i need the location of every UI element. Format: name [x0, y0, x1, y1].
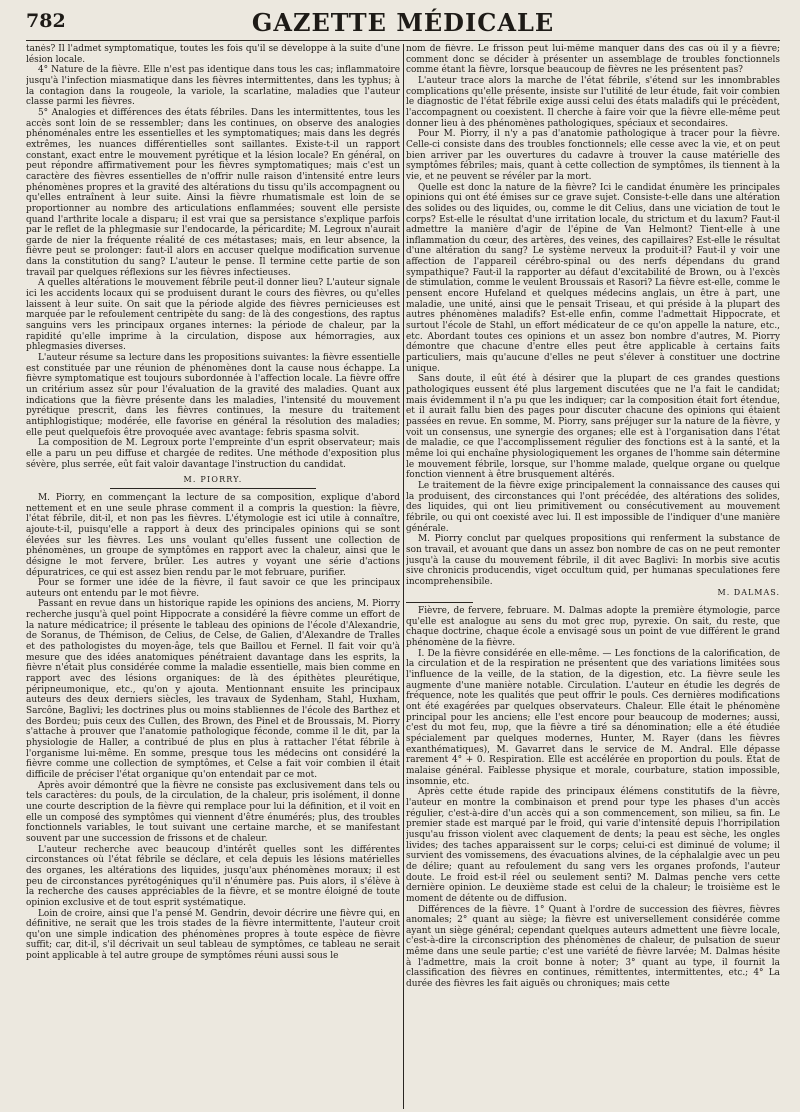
page-header: [26, 0, 780, 41]
paragraph: I. De la fièvre considérée en elle-même. — Les fonctions de la calorification, de la circulation et de la respiration ne présentent que des variations limitées sous l'influence de la veille, de la station, de la digestion, etc. La fièvre seule les augmente d'une manière notable. Circulation. L'auteur en étudie les degrés de fréquence, note les qualités que peut offrir le pouls. Ces dernières modifications ont été exagérées par quelques observateurs. Chaleur. Elle était le phénomène principal pour les anciens; elle l'est encore pour beaucoup de modernes; aussi, c'est du mot feu, πυρ, que la fièvre a tiré sa dénomination; elle a été étudiée spécialement par quelques modernes, Hunter, M. Rayer (dans les fièvres exanthématiques), M. Gavarret dans le service de M. Andral. Elle dépasse rarement 4° + 0. Respiration. Elle est accélérée en proportion du pouls. État de malaise général. Faiblesse physique et morale, courbature, station impossible, insomnie, etc.: [406, 648, 780, 787]
article-columns: [26, 44, 780, 1109]
paragraph: Passant en revue dans un historique rapide les opinions des anciens, M. Piorry recherche jusqu'à quel point Hippocrate a considéré la fièvre comme un effort de la nature médicatrice; il présente le tableau des opinions de l'école d'Alexandrie, de Soranus, de Thémison, de Celius, de Celse, de Galien, d'Alexandre de Tralles et des pathologistes du moyen-âge, tels que Baillou et Fernel. Il fait voir qu'à mesure que des idées anatomiques pénétraient davantage dans les esprits, la fièvre n'était plus considérée comme la maladie essentielle, mais bien comme en rapport avec des lésions organiques: de là des épithètes pleurétique, péripneumonique, etc., qu'on y ajouta. Mentionnant ensuite les principaux auteurs des deux derniers siècles, les travaux de Sydenham, Stahl, Huxham, Sarcône, Baglivi; les doctrines plus ou moins stabliennes de l'école des Barthez et des Bordeu; puis ceux des Cullen, des Brown, des Pinel et de Broussais, M. Piorry s'attache à prouver que l'anatomie pathologique féconde, comme il le dit, par la physiologie de Haller, a contribué de plus en plus à rattacher l'état fébrile à l'organisme lui-même. En somme, presque tous les médecins ont considéré la fièvre comme une collection de symptômes, et Celse a fait voir combien il était difficile de préciser l'état organique qu'on entendait par ce mot.: [26, 599, 400, 780]
paragraph: 5° Analogies et différences des états fébriles. Dans les intermittentes, tous les accès sont loin de se ressembler; dans les continues, on observe des analogies phénoménales entre les essentielles et les symptomatiques; mais dans les degrés extrêmes, les nuances différentielles sont saillantes. Existe-t-il un rapport constant, exact entre le mouvement pyrétique et la lésion locale? En général, on peut répondre affirmativement pour les fièvres symptomatiques; mais c'est un caractère des fièvres essentielles de n'offrir nulle raison d'intensité entre leurs phénomènes propres et la gravité des altérations du tissu qu'ils accompagnent ou qu'elles entraînent à leur suite. Ainsi la fièvre rhumatismale est loin de se proportionner au nombre des articulations enflammées; souvent elle persiste quand l'arthrite locale a disparu; il est vrai que sa persistance s'explique parfois par le reflet de la phlegmasie sur l'endocarde, la péricardite; M. Legroux n'aurait garde de nier la fréquente réalité de ces métastases; mais, en leur absence, la fièvre peut se prolonger: faut-il alors en accuser quelque modification survenue dans la constitution du sang? L'auteur le pense. Il termine cette partie de son travail par quelques réflexions sur les fièvres infectieuses.: [26, 107, 400, 278]
section-heading: M. PIORRY.: [183, 475, 243, 485]
paragraph: Quelle est donc la nature de la fièvre? Ici le candidat énumère les principales opinions qui ont été émises sur ce grave sujet. Consiste-t-elle dans une altération des solides ou des liquides, ou, comme le dit Celius, dans une viciation de tout le corps? Est-elle le résultat d'une irritation locale, du strictum et du laxum? Faut-il admettre la manière d'agir de l'épine de Van Helmont? Tient-elle à une inflammation du cœur, des artères, des veines, des capillaires? Est-elle le résultat d'une altération du sang? Le système nerveux la produit-il? Faut-il y voir une affection de l'appareil cérébro-spinal ou des nerfs dépendans du grand sympathique? Faut-il la rapporter au défaut d'excitabilité de Brown, ou à l'excès de stimulation, comme le veulent Broussais et Rasori? La fièvre est-elle, comme le pensent encore Hufeland et quelques médecins anglais, un être à part, une maladie, une unité, ainsi que le pensait Triseau, et qui préside à la plupart des autres phénomènes maladifs? Est-elle enfin, comme l'admettait Hippocrate, et surtout l'école de Stahl, un effort médicateur de ce qu'on appelle la nature, etc., etc. Abordant toutes ces opinions et un assez bon nombre d'autres, M. Piorry démontre que chacune d'entre elles peut être applicable à certains faits particuliers, mais qu'aucune d'elles ne peut s'élever à constituer une doctrine unique.: [406, 182, 780, 374]
journal-title: GAZETTE MÉDICALE: [251, 8, 555, 37]
paragraph: nom de fièvre. Le frisson peut lui-même manquer dans des cas où il y a fièvre; comment donc se décider à présenter un assemblage de troubles fonctionnels comme étant la fièvre, lorsque beaucoup de fièvres ne les présentent pas?: [406, 44, 780, 76]
paragraph: tanés? Il l'admet symptomatique, toutes les fois qu'il se développe à la suite d'une lésion locale.: [26, 44, 400, 65]
paragraph: Loin de croire, ainsi que l'a pensé M. Gendrin, devoir décrire une fièvre qui, en définitive, ne serait que les trois stades de la fièvre intermittente, l'auteur croit qu'on une simple indication des phénomènes propres à toute espèce de fièvre suffit; car, dit-il, s'il décrivait un seul tableau de symptômes, ce tableau ne serait point applicable à tel autre groupe de symptômes réuni aussi sous le: [26, 908, 400, 962]
paragraph: La composition de M. Legroux porte l'empreinte d'un esprit observateur; mais elle a paru un peu diffuse et chargée de redites. Une méthode d'exposition plus sévère, plus serrée, eût fait valoir davantage l'instruction du candidat.: [26, 438, 400, 470]
paragraph: L'auteur recherche avec beaucoup d'intérêt quelles sont les différentes circonstances où l'état fébrile se déclare, et cela depuis les lésions matérielles des organes, les altérations des liquides, jusqu'aux phénomènes moraux; il est peu de circonstances pyrétogéniques qu'il n'énumère pas. Puis alors, il s'élève à la recherche des causes appréciables de la fièvre, et se montre éloigné de toute opinion exclusive et de tout esprit systématique.: [26, 844, 400, 908]
paragraph: M. Piorry conclut par quelques propositions qui renferment la substance de son travail, et avouant que dans un assez bon nombre de cas on ne peut remonter jusqu'à la cause du mouvement fébrile, il dit avec Baglivi: In morbis sive acutis sive chronicis producendis, viget occultum quid, per humanas speculationes fere incomprehensibile.: [406, 534, 780, 587]
author-signature: M. DALMAS.: [717, 588, 780, 598]
paragraph: L'auteur résume sa lecture dans les propositions suivantes: la fièvre essentielle est constituée par une réunion de phénomènes dont la cause nous échappe. La fièvre symptomatique est toujours subordonnée à l'affection locale. La fièvre offre un critérium assez sûr pour l'évaluation de la gravité des maladies. Quant aux indications que la fièvre présente dans les maladies, l'intensité du mouvement pyrétique prescrit, dans les fièvres continues, la mesure du traitement antiphlogistique; modérée, elle favorise en général la résolution des maladies; elle peut quelquefois être provoquée avec avantage: febris spasma solvit.: [26, 353, 400, 438]
paragraph: Après cette étude rapide des principaux élémens constitutifs de la fièvre, l'auteur en montre la combinaison et prend pour type les phases d'un accès régulier, c'est-à-dire d'un accès qui a son commencement, son milieu, sa fin. Le premier stade est marqué par le froid, qui varie d'intensité depuis l'horripilation jusqu'au frisson violent avec claquement de dents; la peau est sèche, les ongles livides; des taches apparaissent sur le corps; celui-ci est diminué de volume; il survient des vomissemens, des évacuations alvines, de la céphalalgie avec un peu de délire; quant au refoulement du sang vers les organes profonds, l'auteur doute. Le froid est-il réel ou seulement senti? M. Dalmas penche vers cette dernière opinion. Le deuxième stade est celui de la chaleur; le troisième est le moment de détente ou de diffusion.: [406, 787, 780, 904]
paragraph: Différences de la fièvre. 1° Quant à l'ordre de succession des fièvres, fièvres anomales; 2° quant au siège; la fièvre est universellement considérée comme ayant un siège général; cependant quelques auteurs admettent une fièvre locale, c'est-à-dire la circonscription des phénomènes de chaleur, de pulsation de sueur même dans une seule partie; c'est une variété de fièvre larvée; M. Dalmas hésite à l'admettre, mais la croit bonne à noter; 3° quant au type, il fournit la classification des fièvres en continues, rémittentes, intermittentes, etc.; 4° La durée des fièvres les fait aiguës ou chroniques; mais cette: [406, 904, 780, 990]
left-column: [26, 44, 400, 1109]
paragraph: Le traitement de la fièvre exige principalement la connaissance des causes qui la produisent, des circonstances qui l'ont précédée, des altérations des solides, des liquides, qui ont lieu primitivement ou consécutivement au mouvement fébrile, ou qui ont coexisté avec lui. Il est impossible de l'indiquer d'une manière générale.: [406, 480, 780, 534]
right-column: [406, 44, 780, 1109]
paragraph: Sans doute, il eût été à désirer que la plupart de ces grandes questions pathologiques eussent été plus largement discutées que ne l'a fait le candidat; mais évidemment il n'a pu que les indiquer; car la composition était fort étendue, et il aurait fallu bien des pages pour discuter chacune des opinions qui étaient passées en revue. En somme, M. Piorry, sans préjuger sur la nature de la fièvre, y voit un consensus, une synergie des organes; elle est à l'organisation dans l'état de maladie, ce que l'accomplissement régulier des fonctions est à la santé, et la même loi qui enchaîne physiologiquement les organes de l'homme sain détermine le mouvement fébrile, lorsque, sur l'homme malade, quelque organe ou quelque fonction viennent à être brusquement altérés.: [406, 374, 780, 481]
paragraph: Fièvre, de fervere, februare. M. Dalmas adopte la première étymologie, parce qu'elle est analogue au sens du mot grec πυρ, pyrexie. On sait, du reste, que chaque doctrine, chaque école a envisagé sous un point de vue différent le grand phénomène de la fièvre.: [406, 606, 780, 649]
paragraph: Pour se former une idée de la fièvre, il faut savoir ce que les principaux auteurs ont entendu par le mot fièvre.: [26, 578, 400, 599]
paragraph: Après avoir démontré que la fièvre ne consiste pas exclusivement dans tels ou tels caractères: du pouls, de la circulation, de la chaleur, pris isolément, il donne une courte description de la fièvre qui remplace pour lui la définition, et il voit en elle un composé des symptômes qui viennent d'être énumérés; plus, des troubles fonctionnels variables, le tout suivant une certaine marche, et se manifestant souvent par une succession de frissons et de chaleur.: [26, 780, 400, 844]
paragraph: Pour M. Piorry, il n'y a pas d'anatomie pathologique à tracer pour la fièvre. Celle-ci consiste dans des troubles fonctionnels; elle cesse avec la vie, et on peut bien arriver par les ouvertures du cadavre à trouver la cause matérielle des symptômes fébriles; mais, quant à cette collection de symptômes, ils tiennent à la vie, et ne peuvent se révéler par la mort.: [406, 129, 780, 182]
column-divider: [403, 44, 404, 1109]
paragraph: M. Piorry, en commençant la lecture de sa composition, explique d'abord nettement et en une seule phrase comment il a compris la question: la fièvre, l'état fébrile, dit-il, et non pas les fièvres. L'étymologie est ici utile à connaître, ajoute-t-il, puisqu'elle a rapport à deux des principales opinions qui se sont élevées sur les fièvres. Les uns voulant qu'elles fussent une collection de phénomènes, un groupe de symptômes en rapport avec la chaleur, ainsi que le désigne le mot fervere, brûler. Les autres y voyant une série d'actions dépuratrices, ce qui est assez bien rendu par le mot februare, purifier.: [26, 492, 400, 578]
paragraph: L'auteur trace alors la marche de l'état fébrile, s'étend sur les innombrables complications qu'elle présente, insiste sur l'utilité de leur étude, fait voir combien le diagnostic de l'état fébrile exige aussi celui des états maladifs qui le précèdent, l'accompagnent ou coexistent. Il cherche à faire voir que la fièvre elle-même peut donner lieu à des phénomènes pathologiques, spéciaux et secondaires.: [406, 75, 780, 129]
page-number: 782: [26, 10, 66, 32]
section-divider: [406, 602, 473, 603]
paragraph: A quelles altérations le mouvement fébrile peut-il donner lieu? L'auteur signale ici les accidents locaux qui se produisent durant le cours des fièvres, ou qu'elles laissent à leur suite. On sait que la période algide des fièvres pernicieuses est marquée par le refoulement centripète du sang: de là des congestions, des raptus sanguins vers les principaux organes internes: la période de chaleur, par la rapidité qu'elle imprime à la circulation, dispose aux hémorragies, aux phlegmasies diverses.: [26, 278, 400, 353]
section-divider: [110, 488, 316, 489]
paragraph: 4° Nature de la fièvre. Elle n'est pas identique dans tous les cas; inflammatoire jusqu'à l'infection miasmatique dans les fièvres intermittentes, dans les typhus; à la contagion dans la rougeole, la variole, la scarlatine, maladies que l'auteur classe parmi les fièvres.: [26, 65, 400, 108]
